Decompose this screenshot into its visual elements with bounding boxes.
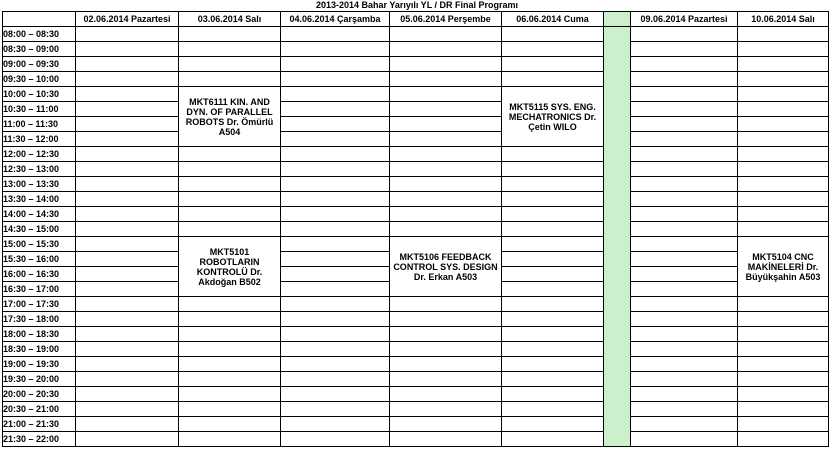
- table-row: [3, 27, 829, 42]
- exam-entry-line: A504: [218, 126, 241, 137]
- time-slot-label: 16:30 – 17:00: [3, 282, 76, 297]
- table-row: [3, 117, 829, 132]
- empty-slot: [631, 27, 738, 42]
- empty-slot: [281, 177, 390, 192]
- empty-slot: [76, 147, 179, 162]
- table-row: [3, 222, 829, 237]
- table-row: [3, 57, 829, 72]
- empty-slot: [76, 237, 179, 252]
- empty-slot: [738, 432, 829, 447]
- table-row: [3, 402, 829, 417]
- separator-column-body: [604, 27, 631, 447]
- empty-slot: [76, 162, 179, 177]
- table-row: [3, 132, 829, 147]
- empty-slot: [631, 42, 738, 57]
- empty-slot: [738, 102, 829, 117]
- table-row: [3, 87, 829, 102]
- empty-slot: [76, 42, 179, 57]
- empty-slot: [738, 417, 829, 432]
- empty-slot: [281, 387, 390, 402]
- empty-slot: [281, 207, 390, 222]
- time-slot-label: 21:30 – 22:00: [3, 432, 76, 447]
- empty-slot: [502, 432, 604, 447]
- exam-entry-line: ROBOTLARIN: [199, 256, 260, 267]
- empty-slot: [631, 297, 738, 312]
- empty-slot: [76, 402, 179, 417]
- empty-slot: [738, 132, 829, 147]
- table-row: [3, 312, 829, 327]
- empty-slot: [281, 87, 390, 102]
- empty-slot: [738, 72, 829, 87]
- exam-schedule-table: [2, 11, 829, 447]
- empty-slot: [179, 417, 281, 432]
- empty-slot: [631, 177, 738, 192]
- time-slot-label: 10:00 – 10:30: [3, 87, 76, 102]
- table-row: [3, 417, 829, 432]
- empty-slot: [390, 207, 502, 222]
- empty-slot: [76, 192, 179, 207]
- empty-slot: [281, 102, 390, 117]
- empty-slot: [281, 237, 390, 252]
- page-title: 2013-2014 Bahar Yarıyılı YL / DR Final Programı: [315, 0, 519, 10]
- empty-slot: [179, 387, 281, 402]
- empty-slot: [631, 117, 738, 132]
- table-row: [3, 432, 829, 447]
- time-slot-label: 14:30 – 15:00: [3, 222, 76, 237]
- table-row: [3, 147, 829, 162]
- column-header: 10.06.2014 Salı: [738, 12, 829, 27]
- empty-slot: [76, 72, 179, 87]
- exam-entry-line: MKT5101: [209, 246, 250, 257]
- empty-slot: [502, 342, 604, 357]
- empty-slot: [76, 252, 179, 267]
- empty-slot: [502, 357, 604, 372]
- empty-slot: [502, 297, 604, 312]
- empty-slot: [390, 177, 502, 192]
- time-slot-label: 08:30 – 09:00: [3, 42, 76, 57]
- empty-slot: [76, 297, 179, 312]
- empty-slot: [738, 387, 829, 402]
- empty-slot: [502, 162, 604, 177]
- exam-entry-line: MKT6111 KIN. AND: [189, 96, 270, 107]
- time-slot-label: 10:30 – 11:00: [3, 102, 76, 117]
- exam-entry-line: DYN. OF PARALLEL: [186, 106, 273, 117]
- empty-slot: [281, 342, 390, 357]
- empty-slot: [179, 357, 281, 372]
- empty-slot: [390, 87, 502, 102]
- empty-slot: [390, 222, 502, 237]
- empty-slot: [502, 177, 604, 192]
- table-row: [3, 162, 829, 177]
- empty-slot: [179, 312, 281, 327]
- empty-slot: [631, 342, 738, 357]
- empty-slot: [76, 357, 179, 372]
- empty-slot: [631, 57, 738, 72]
- time-slot-label: 21:00 – 21:30: [3, 417, 76, 432]
- exam-entry-line: Çetin WILO: [528, 121, 577, 132]
- column-header: 06.06.2014 Cuma: [502, 12, 604, 27]
- empty-slot: [390, 57, 502, 72]
- table-row: [3, 342, 829, 357]
- empty-slot: [738, 207, 829, 222]
- empty-slot: [390, 312, 502, 327]
- empty-slot: [76, 102, 179, 117]
- empty-slot: [179, 192, 281, 207]
- empty-slot: [631, 237, 738, 252]
- empty-slot: [631, 387, 738, 402]
- empty-slot: [281, 282, 390, 297]
- empty-slot: [631, 72, 738, 87]
- empty-slot: [390, 327, 502, 342]
- empty-slot: [738, 147, 829, 162]
- empty-slot: [502, 147, 604, 162]
- empty-slot: [502, 222, 604, 237]
- empty-slot: [631, 222, 738, 237]
- empty-slot: [76, 177, 179, 192]
- time-slot-label: 13:30 – 14:00: [3, 192, 76, 207]
- empty-slot: [76, 27, 179, 42]
- empty-slot: [281, 132, 390, 147]
- empty-slot: [738, 117, 829, 132]
- empty-slot: [281, 72, 390, 87]
- empty-slot: [390, 297, 502, 312]
- empty-slot: [502, 72, 604, 87]
- empty-slot: [390, 132, 502, 147]
- time-slot-label: 15:30 – 16:00: [3, 252, 76, 267]
- table-row: [3, 357, 829, 372]
- empty-slot: [390, 117, 502, 132]
- empty-slot: [76, 342, 179, 357]
- empty-slot: [390, 417, 502, 432]
- empty-slot: [179, 27, 281, 42]
- empty-slot: [738, 222, 829, 237]
- empty-slot: [179, 42, 281, 57]
- table-row: [3, 372, 829, 387]
- exam-entry: [179, 237, 281, 297]
- exam-entry-line: MKT5106 FEEDBACK: [399, 251, 492, 262]
- corner-cell: [3, 12, 76, 27]
- empty-slot: [631, 87, 738, 102]
- empty-slot: [738, 192, 829, 207]
- exam-entry: [502, 87, 604, 147]
- empty-slot: [738, 162, 829, 177]
- empty-slot: [179, 297, 281, 312]
- empty-slot: [738, 177, 829, 192]
- empty-slot: [281, 252, 390, 267]
- table-row: [3, 327, 829, 342]
- empty-slot: [631, 192, 738, 207]
- time-slot-label: 18:00 – 18:30: [3, 327, 76, 342]
- empty-slot: [281, 117, 390, 132]
- empty-slot: [631, 267, 738, 282]
- header-row: [3, 12, 829, 27]
- table-row: [3, 42, 829, 57]
- time-slot-label: 08:00 – 08:30: [3, 27, 76, 42]
- empty-slot: [179, 402, 281, 417]
- exam-entry-line: Büyükşahin A503: [745, 271, 821, 282]
- empty-slot: [738, 27, 829, 42]
- empty-slot: [502, 372, 604, 387]
- empty-slot: [390, 102, 502, 117]
- empty-slot: [76, 57, 179, 72]
- empty-slot: [631, 432, 738, 447]
- empty-slot: [502, 282, 604, 297]
- empty-slot: [390, 42, 502, 57]
- empty-slot: [631, 282, 738, 297]
- empty-slot: [390, 432, 502, 447]
- empty-slot: [502, 267, 604, 282]
- empty-slot: [631, 417, 738, 432]
- empty-slot: [281, 192, 390, 207]
- empty-slot: [76, 387, 179, 402]
- empty-slot: [76, 267, 179, 282]
- empty-slot: [631, 147, 738, 162]
- empty-slot: [738, 297, 829, 312]
- empty-slot: [76, 327, 179, 342]
- empty-slot: [179, 72, 281, 87]
- table-row: [3, 72, 829, 87]
- time-slot-label: 17:00 – 17:30: [3, 297, 76, 312]
- exam-entry: [738, 237, 829, 297]
- empty-slot: [281, 432, 390, 447]
- empty-slot: [281, 147, 390, 162]
- empty-slot: [76, 372, 179, 387]
- empty-slot: [502, 417, 604, 432]
- empty-slot: [502, 387, 604, 402]
- column-header: 09.06.2014 Pazartesi: [631, 12, 738, 27]
- time-slot-label: 12:30 – 13:00: [3, 162, 76, 177]
- empty-slot: [390, 72, 502, 87]
- empty-slot: [631, 372, 738, 387]
- empty-slot: [738, 42, 829, 57]
- table-header: [3, 12, 829, 27]
- empty-slot: [76, 417, 179, 432]
- table-row: [3, 192, 829, 207]
- empty-slot: [281, 42, 390, 57]
- empty-slot: [281, 417, 390, 432]
- empty-slot: [631, 402, 738, 417]
- column-header: 04.06.2014 Çarşamba: [281, 12, 390, 27]
- time-slot-label: 11:00 – 11:30: [3, 117, 76, 132]
- empty-slot: [502, 192, 604, 207]
- exam-entry: [179, 87, 281, 147]
- empty-slot: [631, 312, 738, 327]
- empty-slot: [738, 372, 829, 387]
- time-slot-label: 15:00 – 15:30: [3, 237, 76, 252]
- empty-slot: [631, 102, 738, 117]
- empty-slot: [179, 432, 281, 447]
- empty-slot: [281, 327, 390, 342]
- empty-slot: [76, 132, 179, 147]
- empty-slot: [179, 372, 281, 387]
- time-slot-label: 19:30 – 20:00: [3, 372, 76, 387]
- empty-slot: [281, 162, 390, 177]
- exam-entry-line: Dr. Erkan A503: [413, 271, 478, 282]
- empty-slot: [179, 177, 281, 192]
- empty-slot: [390, 372, 502, 387]
- column-header: 05.06.2014 Perşembe: [390, 12, 502, 27]
- empty-slot: [631, 207, 738, 222]
- empty-slot: [76, 207, 179, 222]
- time-slot-label: 18:30 – 19:00: [3, 342, 76, 357]
- empty-slot: [179, 57, 281, 72]
- table-row: [3, 387, 829, 402]
- empty-slot: [738, 357, 829, 372]
- exam-entry-line: MKT5104 CNC: [752, 251, 814, 262]
- empty-slot: [281, 297, 390, 312]
- exam-entry-line: Akdoğan B502: [198, 276, 261, 287]
- empty-slot: [76, 222, 179, 237]
- empty-slot: [738, 312, 829, 327]
- exam-entry-line: KONTROLÜ Dr.: [196, 266, 263, 277]
- empty-slot: [179, 342, 281, 357]
- empty-slot: [631, 132, 738, 147]
- exam-entry-line: MAKİNELERİ Dr.: [747, 261, 819, 272]
- time-slot-label: 11:30 – 12:00: [3, 132, 76, 147]
- empty-slot: [631, 327, 738, 342]
- exam-entry: [390, 237, 502, 297]
- empty-slot: [502, 57, 604, 72]
- empty-slot: [179, 147, 281, 162]
- exam-entry-line: ROBOTS Dr. Ömürlü: [185, 116, 274, 127]
- empty-slot: [390, 147, 502, 162]
- empty-slot: [76, 282, 179, 297]
- empty-slot: [281, 57, 390, 72]
- empty-slot: [76, 432, 179, 447]
- empty-slot: [76, 312, 179, 327]
- empty-slot: [738, 87, 829, 102]
- empty-slot: [390, 27, 502, 42]
- empty-slot: [390, 162, 502, 177]
- empty-slot: [390, 387, 502, 402]
- exam-entry-line: MECHATRONICS Dr.: [508, 111, 597, 122]
- time-slot-label: 14:00 – 14:30: [3, 207, 76, 222]
- empty-slot: [631, 252, 738, 267]
- empty-slot: [76, 117, 179, 132]
- empty-slot: [281, 267, 390, 282]
- empty-slot: [281, 222, 390, 237]
- time-slot-label: 09:30 – 10:00: [3, 72, 76, 87]
- time-slot-label: 16:00 – 16:30: [3, 267, 76, 282]
- empty-slot: [631, 357, 738, 372]
- time-slot-label: 20:30 – 21:00: [3, 402, 76, 417]
- table-row: [3, 207, 829, 222]
- time-slot-label: 19:00 – 19:30: [3, 357, 76, 372]
- time-slot-label: 12:00 – 12:30: [3, 147, 76, 162]
- empty-slot: [179, 162, 281, 177]
- empty-slot: [281, 27, 390, 42]
- exam-entry-line: MKT5115 SYS. ENG.: [509, 101, 596, 112]
- empty-slot: [738, 327, 829, 342]
- empty-slot: [390, 402, 502, 417]
- table-row: [3, 177, 829, 192]
- empty-slot: [179, 222, 281, 237]
- empty-slot: [631, 162, 738, 177]
- time-slot-label: 13:00 – 13:30: [3, 177, 76, 192]
- empty-slot: [281, 372, 390, 387]
- time-slot-label: 17:30 – 18:00: [3, 312, 76, 327]
- empty-slot: [502, 237, 604, 252]
- time-slot-label: 20:00 – 20:30: [3, 387, 76, 402]
- empty-slot: [502, 402, 604, 417]
- empty-slot: [502, 42, 604, 57]
- column-header: 03.06.2014 Salı: [179, 12, 281, 27]
- empty-slot: [281, 312, 390, 327]
- table-row: [3, 102, 829, 117]
- time-slot-label: 09:00 – 09:30: [3, 57, 76, 72]
- table-row: [3, 297, 829, 312]
- empty-slot: [502, 312, 604, 327]
- separator-column: [604, 12, 631, 27]
- table-body: [3, 27, 829, 447]
- empty-slot: [281, 402, 390, 417]
- empty-slot: [502, 252, 604, 267]
- empty-slot: [281, 357, 390, 372]
- empty-slot: [76, 87, 179, 102]
- empty-slot: [390, 357, 502, 372]
- empty-slot: [738, 57, 829, 72]
- empty-slot: [502, 327, 604, 342]
- column-header: 02.06.2014 Pazartesi: [76, 12, 179, 27]
- empty-slot: [179, 327, 281, 342]
- empty-slot: [390, 192, 502, 207]
- empty-slot: [179, 207, 281, 222]
- exam-entry-line: CONTROL SYS. DESIGN: [393, 261, 498, 272]
- empty-slot: [502, 207, 604, 222]
- empty-slot: [738, 402, 829, 417]
- empty-slot: [502, 27, 604, 42]
- empty-slot: [390, 342, 502, 357]
- empty-slot: [738, 342, 829, 357]
- table-row: [3, 237, 829, 252]
